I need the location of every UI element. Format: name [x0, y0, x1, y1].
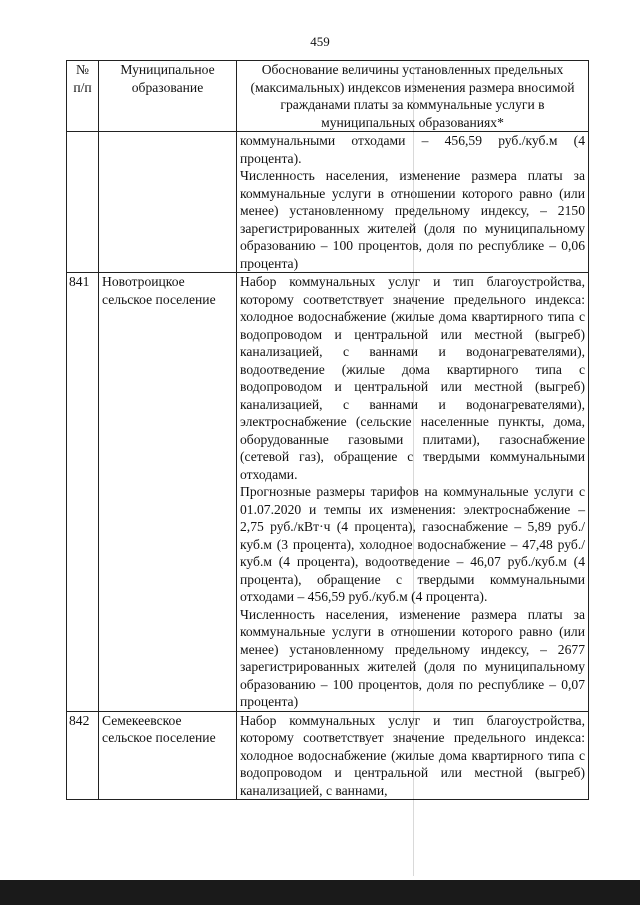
table-header-row — [67, 61, 589, 132]
header-justification: Обоснование величины установленных предельных (максимальных) индексов изменения размера вносимой гражданами платы за коммунальные услуги в муниципальных образованиях* — [237, 61, 589, 132]
justification-paragraph: Прогнозные размеры тарифов на коммунальные услуги с 01.07.2020 и темпы их изменения: электроснабжение – 2,75 руб./кВт·ч (4 процента), газоснабжение – 5,89 руб./куб.м (3 процента), холодное водоснабжение – 47,48 руб./куб.м (4 процента), водоотведение – 46,07 руб./куб.м (4 процента), обращение с твердыми коммунальными отходами – 456,59 руб./куб.м (4 процента). — [240, 484, 585, 604]
header-number: № п/п — [67, 61, 99, 132]
cell-municipality: Новотроицкое сельское поселение — [99, 273, 237, 712]
justification-paragraph: Численность населения, изменение размера платы за коммунальные услуги в отношении которого равно (или менее) установленному предельному индексу, – 2150 зарегистрированных жителей (доля по муниципальному образованию – 100 процентов, доля по республике – 0,06 процента) — [240, 168, 585, 271]
cell-number — [67, 132, 99, 273]
tariff-justification-table — [66, 60, 589, 800]
scan-bottom-edge — [0, 880, 640, 905]
scan-artifact-line — [413, 68, 414, 876]
page-number: 459 — [310, 34, 330, 49]
table-row-continued — [67, 132, 589, 273]
table-row — [67, 711, 589, 800]
justification-paragraph: Численность населения, изменение размера платы за коммунальные услуги в отношении которого равно (или менее) установленному предельному индексу, – 2677 зарегистрированных жителей (доля по муниципальному образованию – 100 процентов, доля по республике – 0,07 процента) — [240, 606, 585, 709]
justification-paragraph: Набор коммунальных услуг и тип благоустройства, которому соответствует значение предельного индекса: холодное водоснабжение (жилые дома квартирного типа с водопроводом и центральной или местной (выгреб) канализацией, с ваннами и водонагревателями), водоотведение (жилые дома квартирного типа с водопроводом и центральной или местной (выгреб) канализацией, с ваннами и водонагревателями), электроснабжение (сельские населенные пункты, дома, оборудованные газовыми плитами), газоснабжение (сетевой газ), обращение с твердыми коммунальными отходами. — [240, 274, 585, 482]
cell-number: 841 — [67, 273, 99, 712]
cell-number: 842 — [67, 711, 99, 800]
cell-municipality — [99, 132, 237, 273]
table-row — [67, 273, 589, 712]
justification-paragraph: коммунальными отходами – 456,59 руб./куб.м (4 процента). — [240, 133, 585, 166]
justification-paragraph: Набор коммунальных услуг и тип благоустройства, которому соответствует значение предельного индекса: холодное водоснабжение (жилые дома квартирного типа с водопроводом и центральной или местной (выгреб) канализацией, с ваннами, — [240, 712, 585, 798]
cell-municipality: Семекеевское сельское поселение — [99, 711, 237, 800]
header-municipality: Муниципальное образование — [99, 61, 237, 132]
